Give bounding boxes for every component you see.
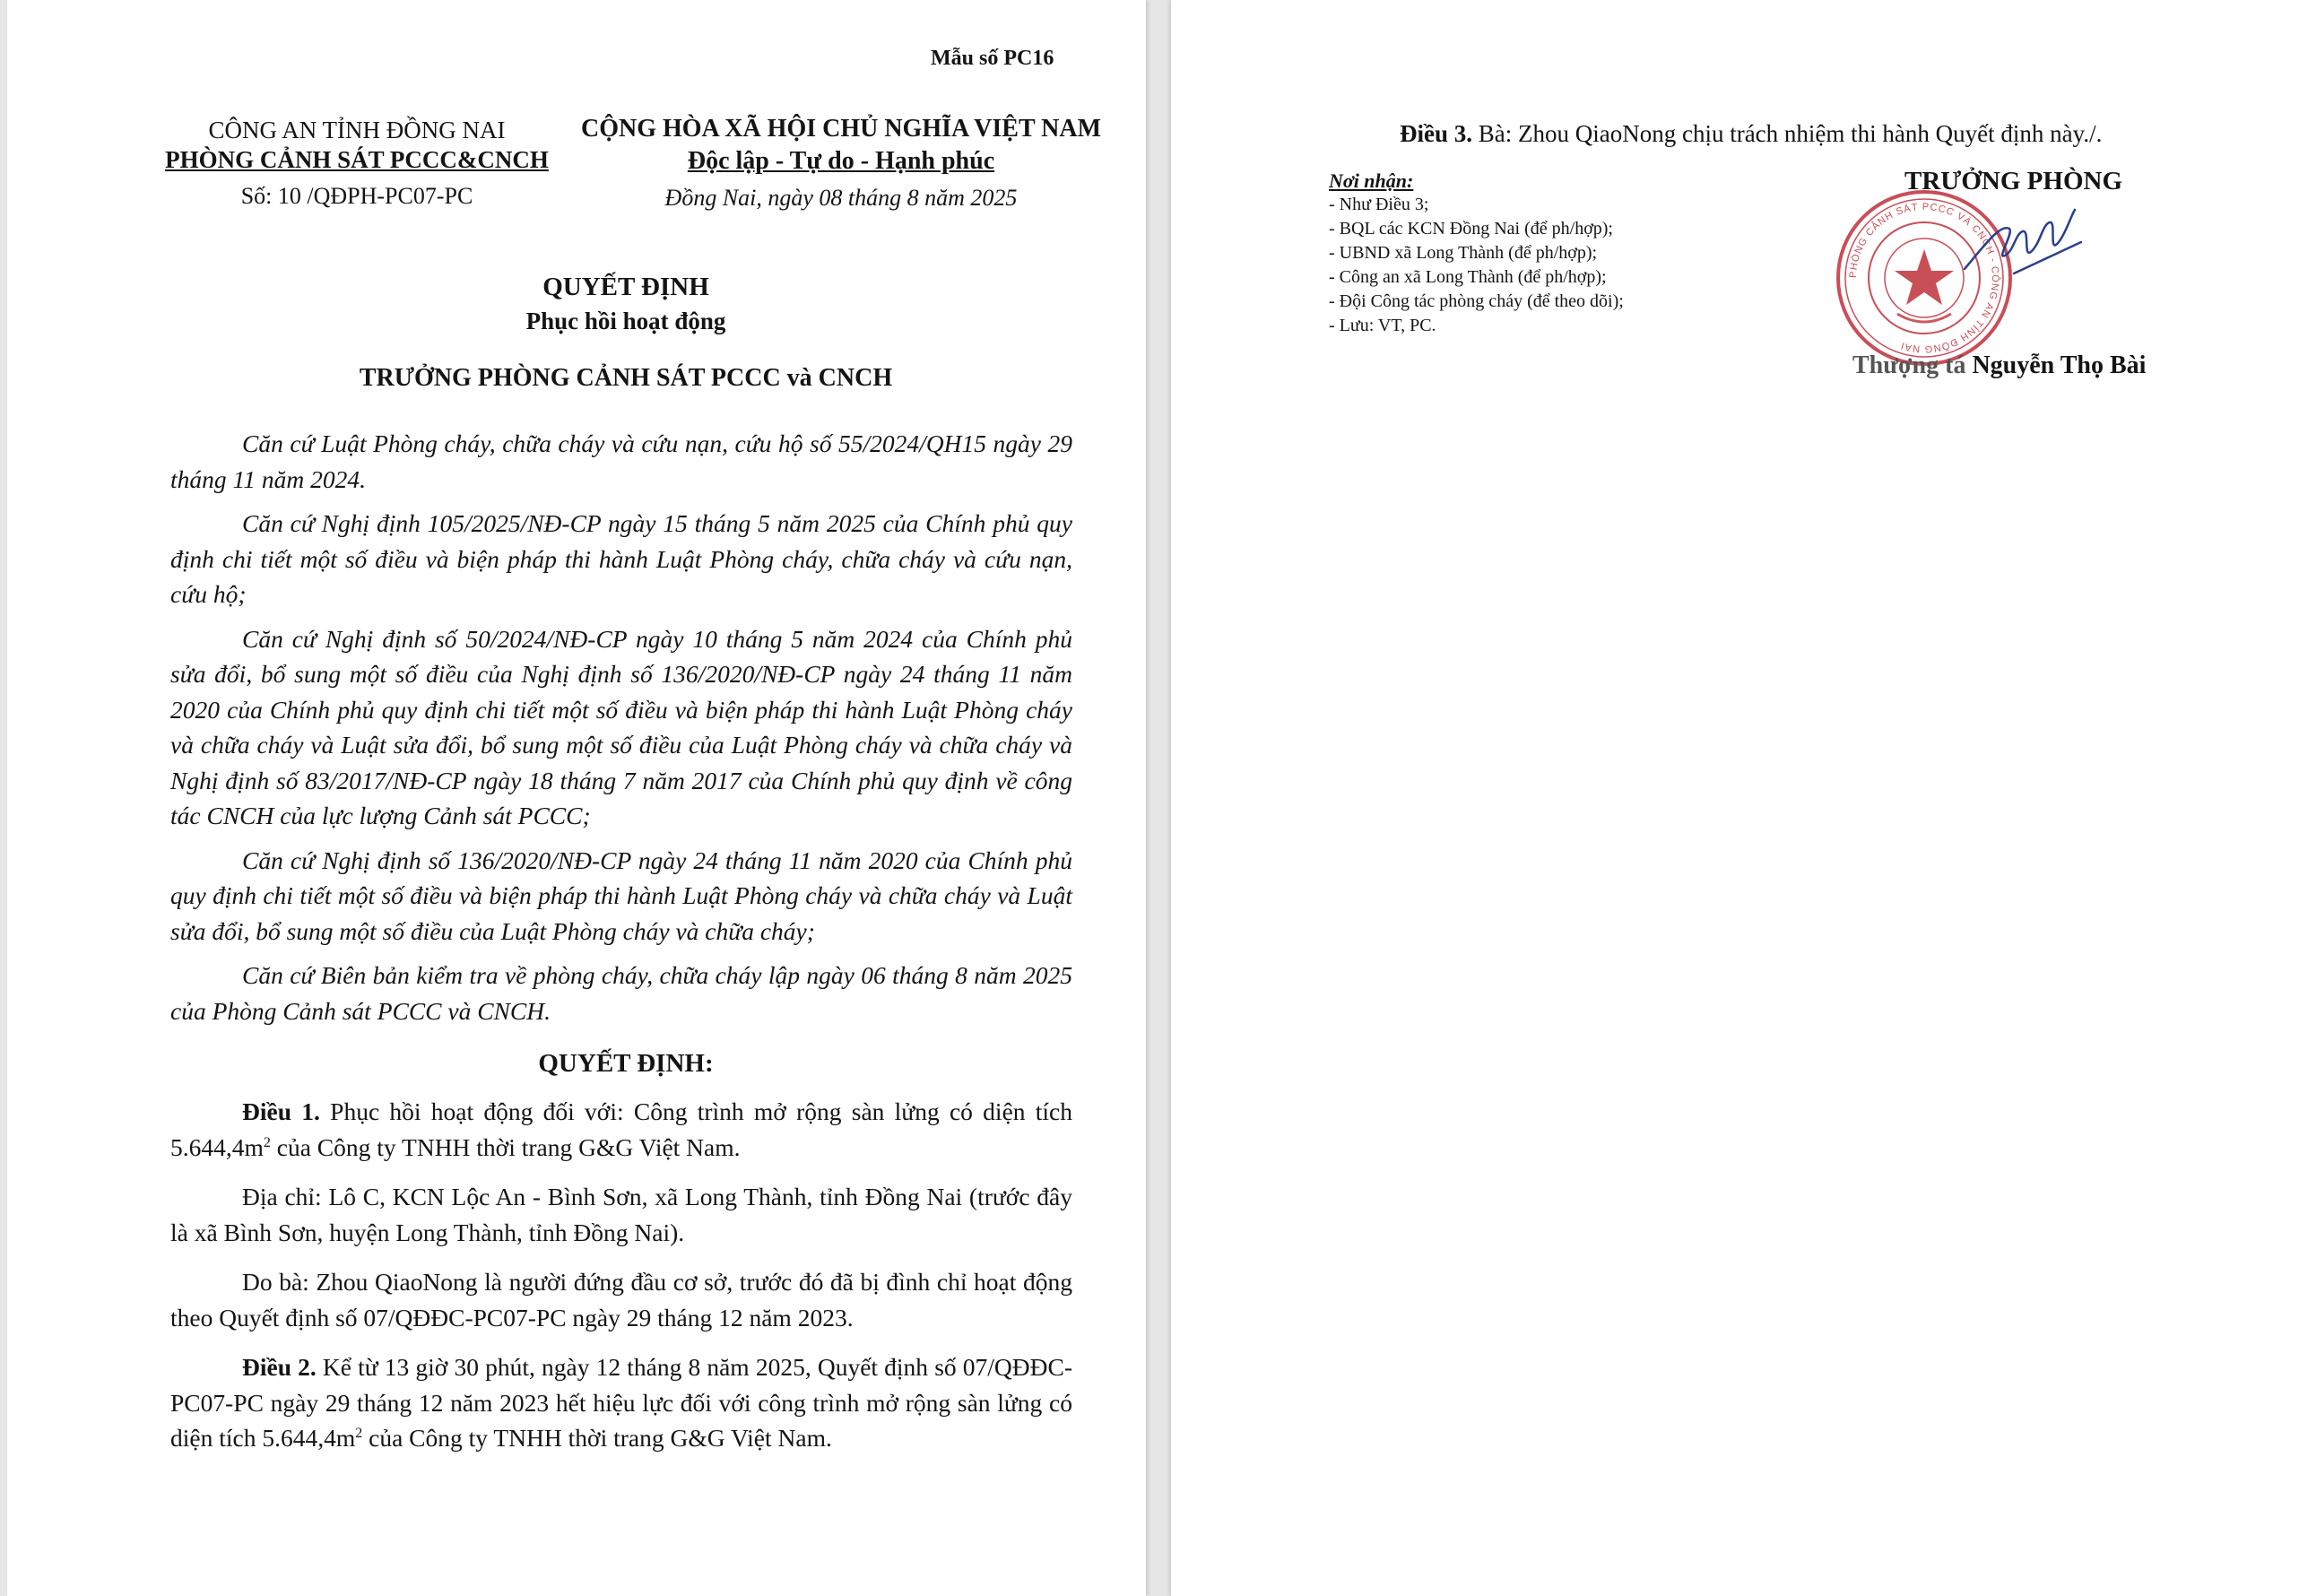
document-page-2 [1171,0,2299,1596]
decide-heading: QUYẾT ĐỊNH: [538,1049,714,1078]
signer-name: Thượng tá Nguyễn Thọ Bài [1852,351,2147,379]
article-3: Điều 3. Bà: Zhou QiaoNong chịu trách nhiệm thi hành Quyết định này./. [1400,120,2103,147]
recipients-title: Nơi nhận: [1329,169,1414,192]
recipient-item: - Đội Công tác phòng cháy (để theo dõi); [1329,291,1624,311]
decision-articles [170,1094,1072,1470]
article-1: Điều 1. Phục hồi hoạt động đối với: Công trình mở rộng sàn lửng có diện tích $5.644,4m^2$ của Công ty TNHH thời trang G&G Việt Nam. [170,1097,1073,1161]
legal-bases [170,426,1072,1037]
legal-basis-paragraph: Căn cứ Nghị định 105/2025/NĐ-CP ngày 15 tháng 5 năm 2025 của Chính phủ quy định chi tiết một số điều và biện pháp thi hành Luật Phòng cháy, chữa cháy và cứu nạn, cứu hộ; [170,509,1072,608]
department-name: PHÒNG CẢNH SÁT PCCC&CNCH [165,146,549,173]
article-2: Điều 2. Kể từ 13 giờ 30 phút, ngày 12 tháng 8 năm 2025, Quyết định số 07/QĐĐC-PC07-PC ngày 29 tháng 12 năm 2023 hết hiệu lực đối với công trình mở rộng sàn lửng có diện tích $5.644,4m^2$ của Công ty TNHH thời trang G&G Việt Nam. [170,1353,1072,1452]
article-label: Điều 3. [1400,120,1472,147]
decision-title-block [133,273,1119,335]
document-number: Số: 10 /QĐPH-PC07-PC [240,183,473,209]
signer-title: TRƯỞNG PHÒNG [1904,167,2123,195]
recipient-item: - Công an xã Long Thành (để ph/hợp); [1329,267,1607,287]
form-number: Mẫu số PC16 [931,47,1054,70]
legal-basis-paragraph: Căn cứ Luật Phòng cháy, chữa cháy và cứu nạn, cứu hộ số 55/2024/QH15 ngày 29 tháng 11 năm 2024. [170,429,1072,493]
legal-basis-paragraph: Căn cứ Nghị định số 50/2024/NĐ-CP ngày 10 tháng 5 năm 2024 của Chính phủ sửa đổi, bổ sung một số điều của Nghị định số 136/2020/NĐ-CP ngày 24 tháng 11 năm 2020 của Chính phủ quy định chi tiết một số điều và biện pháp thi hành Luật Phòng cháy và chữa cháy và Luật sửa đổi, bổ sung một số điều của Luật Phòng cháy và chữa cháy và Nghị định số 83/2017/NĐ-CP ngày 18 tháng 7 năm 2017 của Chính phủ quy định về công tác CNCH của lực lượng Cảnh sát PCCC; [170,624,1072,829]
recipients-list [1329,169,1624,338]
decision-title: QUYẾT ĐỊNH [542,273,709,301]
issuing-agency-header [133,117,581,210]
country-name: CỘNG HÒA XÃ HỘI CHỦ NGHĨA VIỆT NAM [580,115,1102,143]
handwritten-signature-icon [1960,206,2086,287]
issue-date: Đồng Nai, ngày 08 tháng 8 năm 2025 [664,185,1018,211]
recipient-item: - BQL các KCN Đồng Nai (để ph/hợp); [1329,219,1613,239]
seal-text: PHÒNG CẢNH SÁT PCCC VÀ CNCH - CÔNG AN TỈNH ĐỒNG NAI [1847,201,2001,355]
article-label: Điều 1. [242,1097,320,1125]
document-page-1 [7,0,1146,1596]
agency-name: CÔNG AN TỈNH ĐỒNG NAI [208,117,506,143]
national-header [572,115,1110,212]
decision-subtitle: Phục hồi hoạt động [525,308,726,334]
facility-address: Địa chỉ: Lô C, KCN Lộc An - Bình Sơn, xã Long Thành, tỉnh Đồng Nai (trước đây là xã Bình Sơn, huyện Long Thành, tỉnh Đồng Nai). [170,1183,1072,1246]
legal-basis-paragraph: Căn cứ Biên bản kiểm tra về phòng cháy, chữa cháy lập ngày 06 tháng 8 năm 2025 của Phòng Cảnh sát PCCC và CNCH. [170,961,1072,1025]
article-label: Điều 2. [242,1353,317,1381]
issuing-authority: TRƯỞNG PHÒNG CẢNH SÁT PCCC và CNCH [359,364,893,392]
recipient-item: - Lưu: VT, PC. [1329,316,1436,335]
suspension-note: Do bà: Zhou QiaoNong là người đứng đầu cơ sở, trước đó đã bị đình chỉ hoạt động theo Quyết định số 07/QĐĐC-PC07-PC ngày 29 tháng 12 năm 2023. [170,1268,1072,1331]
legal-basis-paragraph: Căn cứ Nghị định số 136/2020/NĐ-CP ngày 24 tháng 11 năm 2020 của Chính phủ quy định chi tiết một số điều và biện pháp thi hành Luật Phòng cháy và chữa cháy và Luật sửa đổi, bổ sung một số điều của Luật Phòng cháy và chữa cháy; [170,846,1072,945]
recipient-item: - UBND xã Long Thành (để ph/hợp); [1329,243,1598,263]
recipient-item: - Như Điều 3; [1329,195,1429,214]
national-motto: Độc lập - Tự do - Hạnh phúc [687,147,995,175]
